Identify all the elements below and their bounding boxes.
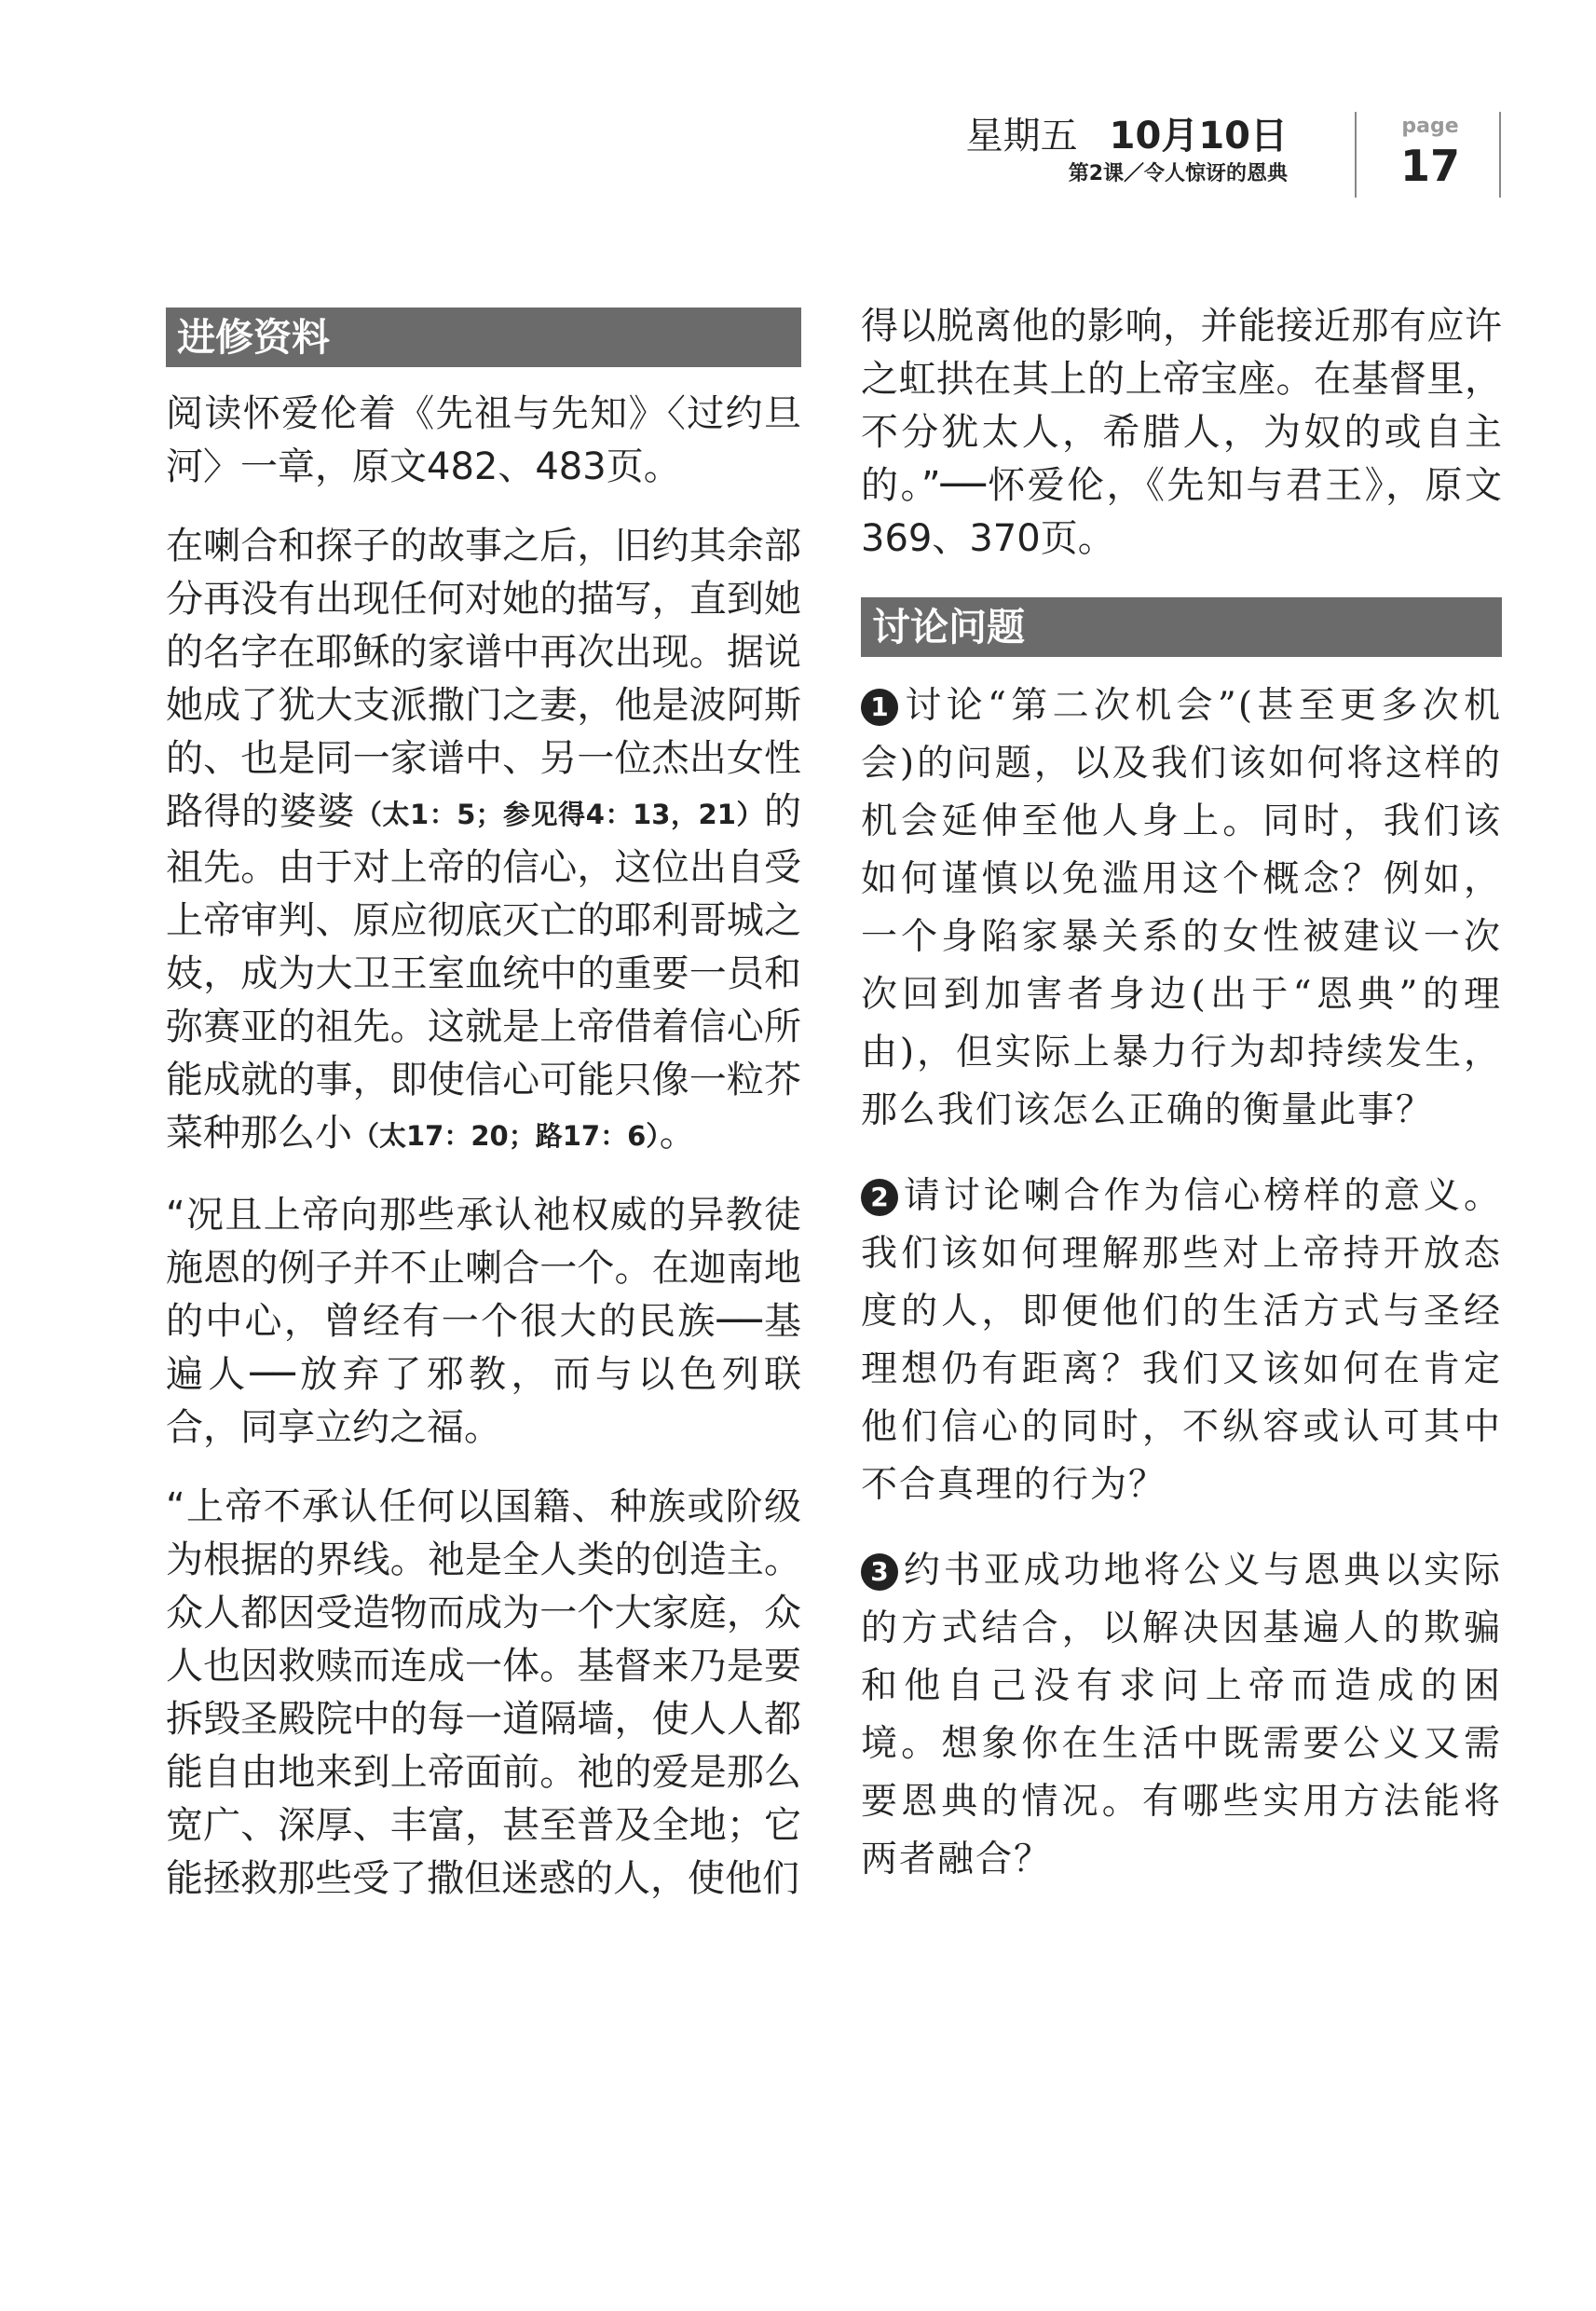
right-column [861, 300, 1502, 1917]
quote-paragraph-1: “况且上帝向那些承认祂权威的异教徒施恩的例子并不止喇合一个。在迦南地的中心，曾经有一个很大的民族──基遍人──放弃了邪教，而与以色列联合，同享立约之福。 [166, 1194, 801, 1449]
further-study-heading: 进修资料 [166, 308, 801, 367]
scripture-reference: （太17：20；路17：6） [352, 1120, 660, 1152]
page-label: page [1401, 115, 1459, 138]
header-text [635, 112, 1288, 188]
header-date: 10月10日 [1109, 115, 1288, 157]
header-day: 星期五 [965, 115, 1078, 157]
header-divider [1355, 112, 1357, 198]
reading-assignment: 阅读怀爱伦着《先祖与先知》〈过约旦河〉一章，原文482、483页。 [166, 392, 801, 488]
question-number-icon: 2 [861, 1179, 898, 1216]
quote-continuation: 得以脱离他的影响，并能接近那有应许之虹拱在其上的上帝宝座。在基督里，不分犹太人，希腊人，为奴的或自主的。”──怀爱伦，《先知与君王》，原文369、370页。 [861, 305, 1502, 560]
question-number-icon: 1 [861, 689, 898, 726]
left-column [166, 308, 801, 1932]
header-edge-divider [1499, 112, 1501, 198]
page-number: 17 [1399, 141, 1460, 191]
lesson-title: 第2课／令人惊讶的恩典 [1068, 162, 1288, 185]
discussion-question: 3 约书亚成功地将公义与恩典以实际的方式结合，以解决因基遍人的欺骗和他自己没有求问上帝而造成的困境。想象你在生活中既需要公义又需要恩典的情况。有哪些实用方法能将两者融合？ [861, 1550, 1502, 1880]
discussion-question: 2 请讨论喇合作为信心榜样的意义。我们该如何理解那些对上帝持开放态度的人，即便他们的生活方式与圣经理想仍有距离？我们又该如何在肯定他们信心的同时，不纵容或认可其中不合真理的行为？ [861, 1175, 1502, 1506]
discussion-question: 1 讨论“第二次机会”(甚至更多次机会)的问题，以及我们该如何将这样的机会延伸至他人身上。同时，我们该如何谨慎以免滥用这个概念？例如，一个身陷家暴关系的女性被建议一次次回到加害者身边(出于“恩典”的理由)，但实际上暴力行为却持续发生，那么我们该怎么正确的衡量此事？ [861, 685, 1502, 1131]
discussion-heading: 讨论问题 [861, 597, 1502, 657]
quote-paragraph-2: “上帝不承认任何以国籍、种族或阶级为根据的界线。祂是全人类的创造主。众人都因受造物而成为一个大家庭，众人也因救赎而连成一体。基督来乃是要拆毁圣殿院中的每一道隔墙，使人人都能自由地来到上帝面前。祂的爱是那么宽广、深厚、丰富，甚至普及全地；它能拯救那些受了撒但迷惑的人，使他们 [166, 1485, 801, 1900]
scripture-reference: （太1：5；参见得4：13，21） [354, 799, 765, 830]
rahab-paragraph: 在喇合和探子的故事之后，旧约其余部分再没有出现任何对她的描写，直到她的名字在耶稣的家谱中再次出现。据说她成了犹大支派撒门之妻，他是波阿斯的、也是同一家谱中、另一位杰出女性路得的婆婆（太1：5；参见得4：13，21）的祖先。由于对上帝的信心，这位出自受上帝审判、原应彻底灭亡的耶利哥城之妓，成为大卫王室血统中的重要一员和弥赛亚的祖先。这就是上帝借着信心所能成就的事，即使信心可能只像一粒芥菜种那么小（太17：20；路17：6）。 [166, 525, 802, 1155]
page-number-box [1379, 114, 1481, 192]
question-number-icon: 3 [861, 1553, 898, 1591]
